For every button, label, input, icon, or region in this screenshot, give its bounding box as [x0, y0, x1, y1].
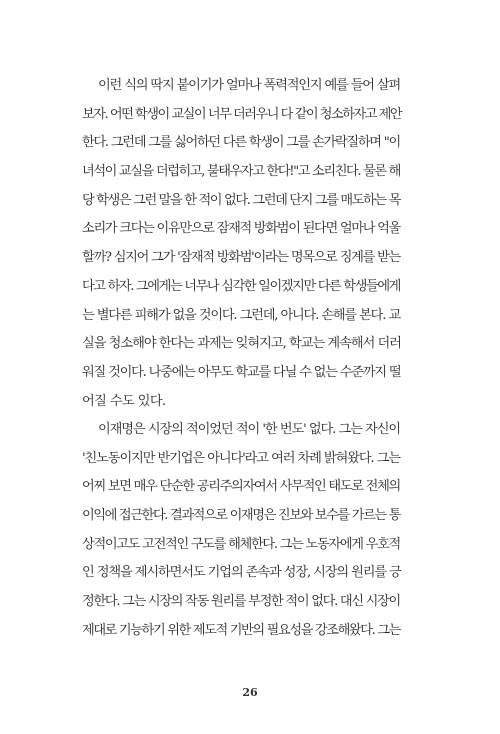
text-line: 제대로 기능하기 위한 제도적 기반의 필요성을 강조해왔다. 그는 — [82, 622, 400, 638]
text-line: 실을 청소해야 한다는 과제는 잊혀지고, 학교는 계속해서 더러 — [82, 336, 402, 352]
text-line: 다고 하자. 그에게는 너무나 심각한 일이겠지만 다른 학생들에게 — [82, 278, 400, 294]
text-line: 는 별다른 피해가 없을 것이다. 그런데, 아니다. 손해를 본다. 교 — [82, 307, 400, 323]
text-line: 할까? 심지어 그가 '잠재적 방화범'이라는 명목으로 징계를 받는 — [82, 250, 400, 266]
text-line: 상적이고도 고전적인 구도를 해체한다. 그는 노동자에게 우호적 — [82, 536, 400, 552]
text-line: 어찌 보면 매우 단순한 공리주의자여서 사무적인 태도로 전체의 — [82, 479, 400, 495]
text-line: 녀석이 교실을 더럽히고, 불태우자고 한다!"고 소리친다. 물론 해 — [82, 164, 400, 180]
page-number: 26 — [242, 686, 258, 699]
text-line: 한다. 그런데 그를 싫어하던 다른 학생이 그를 손가락질하며 "이 — [82, 135, 400, 151]
text-line: 어질 수도 있다. — [82, 393, 166, 409]
text-line: 소리가 크다는 이유만으로 잠재적 방화범이 된다면 얼마나 억울 — [82, 221, 400, 237]
text-line: 이런 식의 딱지 붙이기가 얼마나 폭력적인지 예를 들어 살펴 — [98, 78, 400, 93]
text-line: '친노동이지만 반기업은 아니다'라고 여러 차례 밝혀왔다. 그는 — [82, 450, 400, 466]
text-line: 보자. 어떤 학생이 교실이 너무 더러우니 다 같이 청소하자고 제안 — [82, 106, 402, 122]
text-line: 인 정책을 제시하면서도 기업의 존속과 성장, 시장의 원리를 긍 — [82, 565, 401, 581]
paragraph-1 — [82, 72, 400, 416]
text-line: 워질 것이다. 나중에는 아무도 학교를 다닐 수 없는 수준까지 떨 — [82, 364, 401, 380]
text-line: 당 학생은 그런 말을 한 적이 없다. 그런데 단지 그를 매도하는 목 — [82, 192, 400, 208]
text-line: 이익에 접근한다. 결과적으로 이재명은 진보와 보수를 가르는 통 — [82, 508, 400, 524]
paragraph-2 — [82, 416, 400, 646]
text-line: 정한다. 그는 시장의 작동 원리를 부정한 적이 없다. 대신 시장이 — [82, 594, 400, 610]
text-line: 이재명은 시장의 적이었던 적이 '한 번도' 없다. 그는 자신이 — [98, 422, 400, 437]
